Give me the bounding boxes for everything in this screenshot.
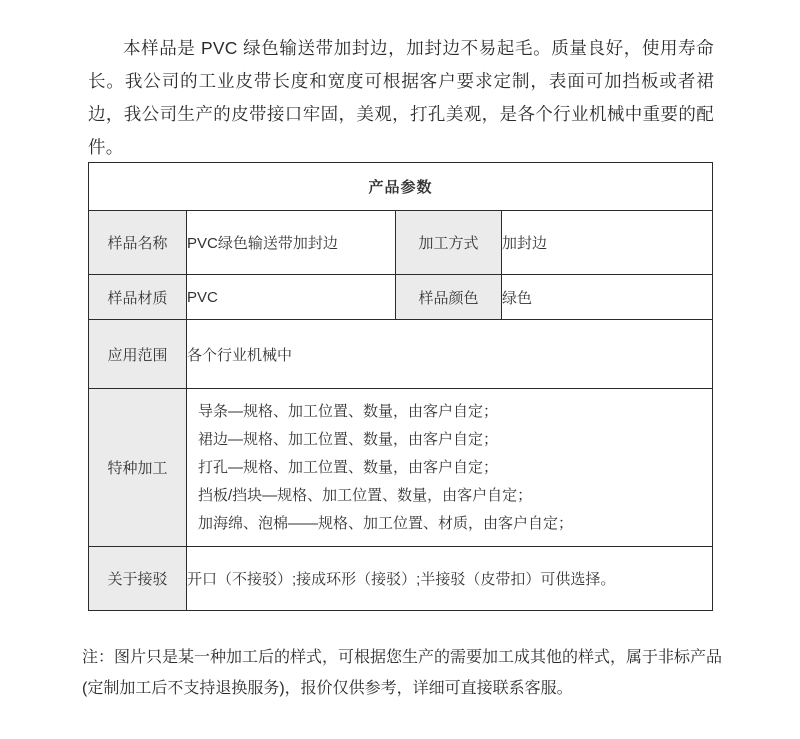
table-row-special-processing bbox=[89, 389, 713, 547]
value-sample-color: 绿色 bbox=[502, 275, 713, 320]
product-parameters-table bbox=[88, 162, 713, 611]
table-title: 产品参数 bbox=[89, 163, 713, 211]
table-row-application-range bbox=[89, 320, 713, 389]
special-processing-line: 打孔—规格、加工位置、数量，由客户自定； bbox=[198, 458, 499, 476]
label-sample-name: 样品名称 bbox=[89, 211, 187, 275]
special-processing-line: 加海绵、泡棉——规格、加工位置、材质，由客户自定； bbox=[198, 514, 574, 532]
value-application-range: 各个行业机械中 bbox=[187, 320, 713, 389]
label-application-range: 应用范围 bbox=[89, 320, 187, 389]
special-processing-line: 导条—规格、加工位置、数量，由客户自定； bbox=[198, 402, 499, 420]
table-title-row bbox=[89, 163, 713, 211]
value-sample-name: PVC绿色输送带加封边 bbox=[187, 211, 396, 275]
table-row-sample-material bbox=[89, 275, 713, 320]
table-row-sample-name bbox=[89, 211, 713, 275]
label-processing-method: 加工方式 bbox=[396, 211, 502, 275]
label-joint-method: 关于接驳 bbox=[89, 547, 187, 611]
special-processing-line: 裙边—规格、加工位置、数量，由客户自定； bbox=[198, 430, 499, 448]
label-special-processing: 特种加工 bbox=[89, 389, 187, 547]
value-joint-method: 开口（不接驳）;接成环形（接驳）;半接驳（皮带扣）可供选择。 bbox=[187, 547, 713, 611]
table-row-joint-method bbox=[89, 547, 713, 611]
label-sample-material: 样品材质 bbox=[89, 275, 187, 320]
value-sample-material: PVC bbox=[187, 275, 396, 320]
footer-note: 注：图片只是某一种加工后的样式，可根据您生产的需要加工成其他的样式，属于非标产品(定制加工后不支持退换服务)，报价仅供参考，详细可直接联系客服。 bbox=[82, 649, 723, 697]
value-special-processing-list bbox=[187, 398, 712, 538]
product-intro-paragraph: 本样品是 PVC 绿色输送带加封边，加封边不易起毛。质量良好，使用寿命长。我公司的工业皮带长度和宽度可根据客户要求定制，表面可加挡板或者裙边，我公司生产的皮带接口牢固，美观，打孔美观，是各个行业机械中重要的配件。 bbox=[88, 37, 714, 157]
label-sample-color: 样品颜色 bbox=[396, 275, 502, 320]
special-processing-line: 挡板/挡块—规格、加工位置、数量，由客户自定； bbox=[198, 486, 533, 504]
value-processing-method: 加封边 bbox=[502, 211, 713, 275]
